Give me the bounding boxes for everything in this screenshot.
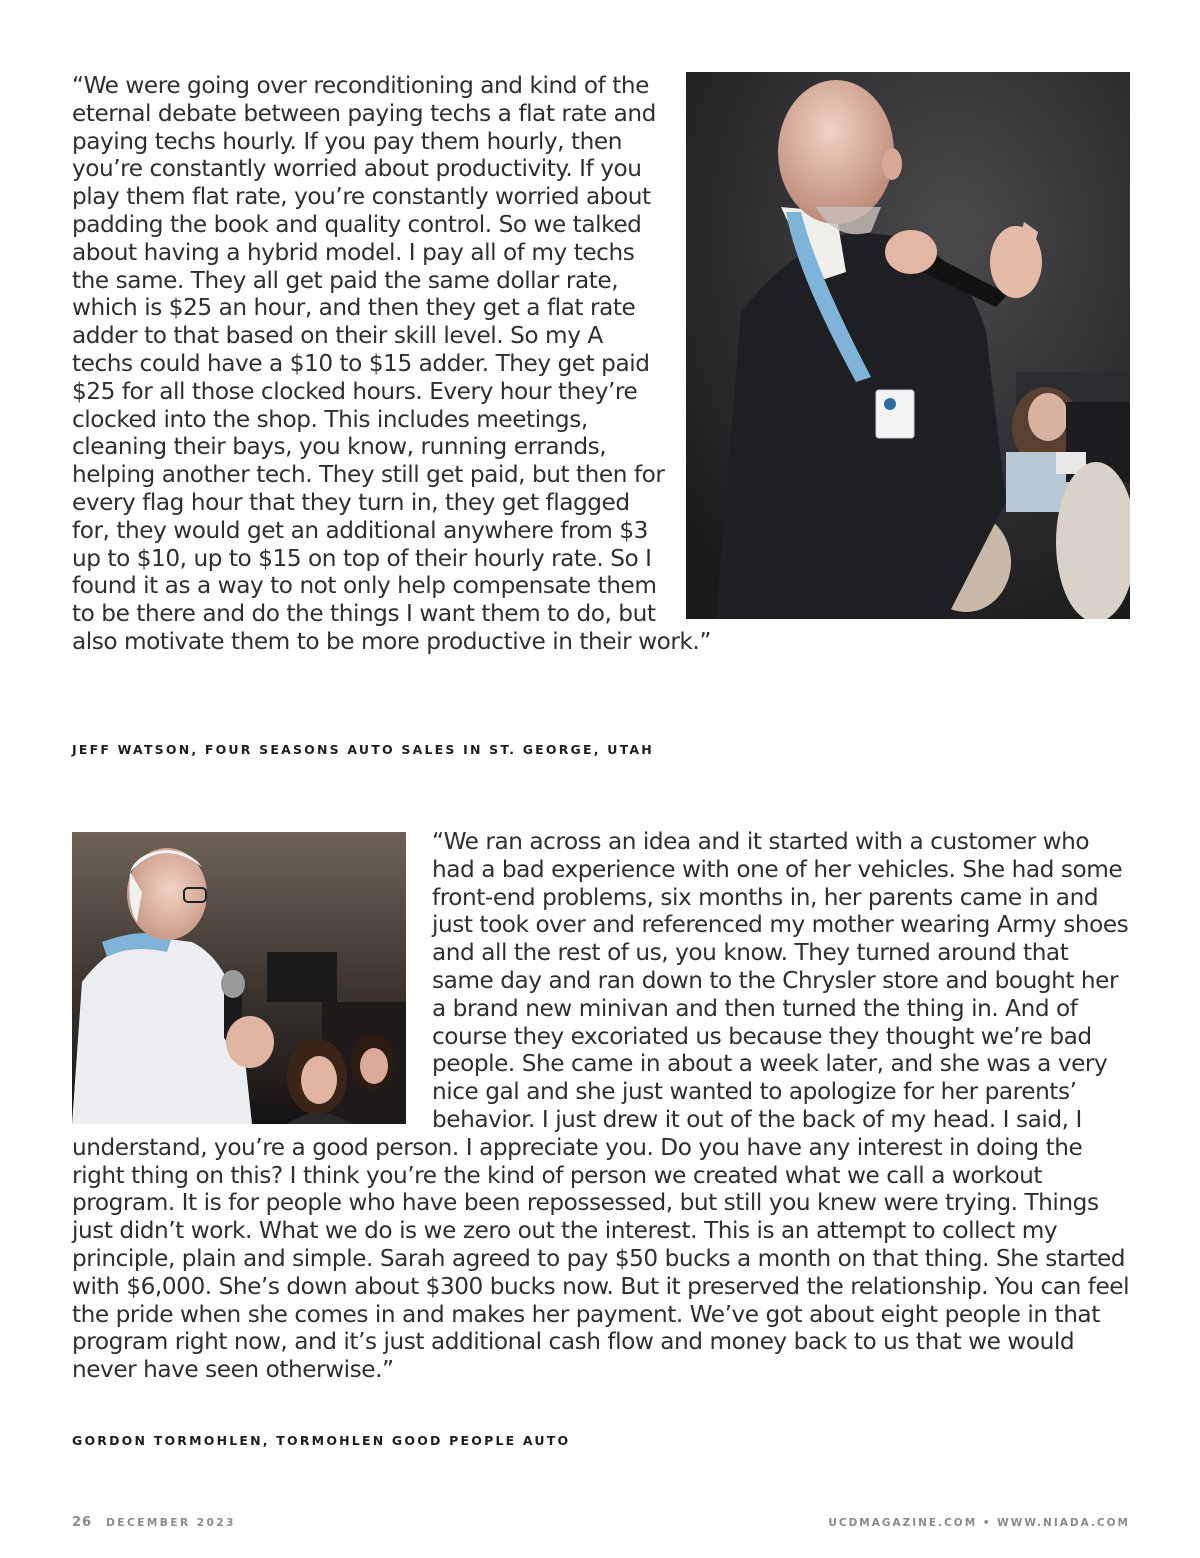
quote-text-2: “We ran across an idea and it started with a customer who had a bad experience with one of her vehicles. She had some front-end problems, six months in, her parents came in and just took over and referenced my mother wearing Army shoes and all the rest of us, you know. They turned around that same day and ran down to the Chrysler store and bought her a brand new minivan and then turned the thing in. And of course they excoriated us because they thought we’re bad people. She came in about a week later, and she was a very nice gal and she just wanted to apologize for her parents’ behavior. I just drew it out of the back of my head. I said, I understand, you’re a good person. I appreciate you. Do you have any interest in doing the right thing on this? I think you’re the kind of person we created what we call a workout program. It is for people who have been repossessed, but still you knew were trying. Things just didn’t work. What we do is we zero out the interest. This is an attempt to collect my principle, plain and simple. Sarah agreed to pay $50 bucks a month on that thing. She started with $6,000. She’s down about $300 bucks now. But it preserved the relationship. You can feel the pride when she comes in and makes her payment. We’ve got about eight people in that program right now, and it’s just additional cash flow and money back to us that we would never have seen otherwise.” [72,828,1130,1384]
attribution-1: JEFF WATSON, FOUR SEASONS AUTO SALES IN ST. GEORGE, UTAH [72,742,654,757]
speaker-photo-2 [72,832,406,1124]
footer-websites: UCDMAGAZINE.COM • WWW.NIADA.COM [828,1517,1130,1529]
quote-text-1: “We were going over reconditioning and kind of the eternal debate between paying techs a flat rate and paying techs hourly. If you pay them hourly, then you’re constantly worried about productivity. If you play them flat rate, you’re constantly worried about padding the book and quality control. So we talked about having a hybrid model. I pay all of my techs the same. They all get paid the same dollar rate, which is $25 an hour, and then they get a flat rate adder to that based on their skill level. So my A techs could have a $10 to $15 adder. They get paid $25 for all those clocked hours. Every hour they’re clocked into the shop. This includes meetings, cleaning their bays, you know, running errands, helping another tech. They still get paid, but then for every flag hour that they turn in, they get flagged for, they would get an additional anywhere from $3 up to $10, up to $15 on top of their hourly rate. So I found it as a way to not only help compensate them to be there and do the things I want them to do, but also motivate them to be more productive in their work.” [72,72,711,655]
footer-folio [72,1515,236,1530]
speaker-photo-1 [686,72,1130,619]
quote-section-1 [72,72,1130,656]
page-number: 26 [72,1515,93,1530]
issue-date: DECEMBER 2023 [106,1517,236,1529]
quote-section-2 [72,828,1130,1384]
attribution-2: GORDON TORMOHLEN, TORMOHLEN GOOD PEOPLE AUTO [72,1433,571,1448]
